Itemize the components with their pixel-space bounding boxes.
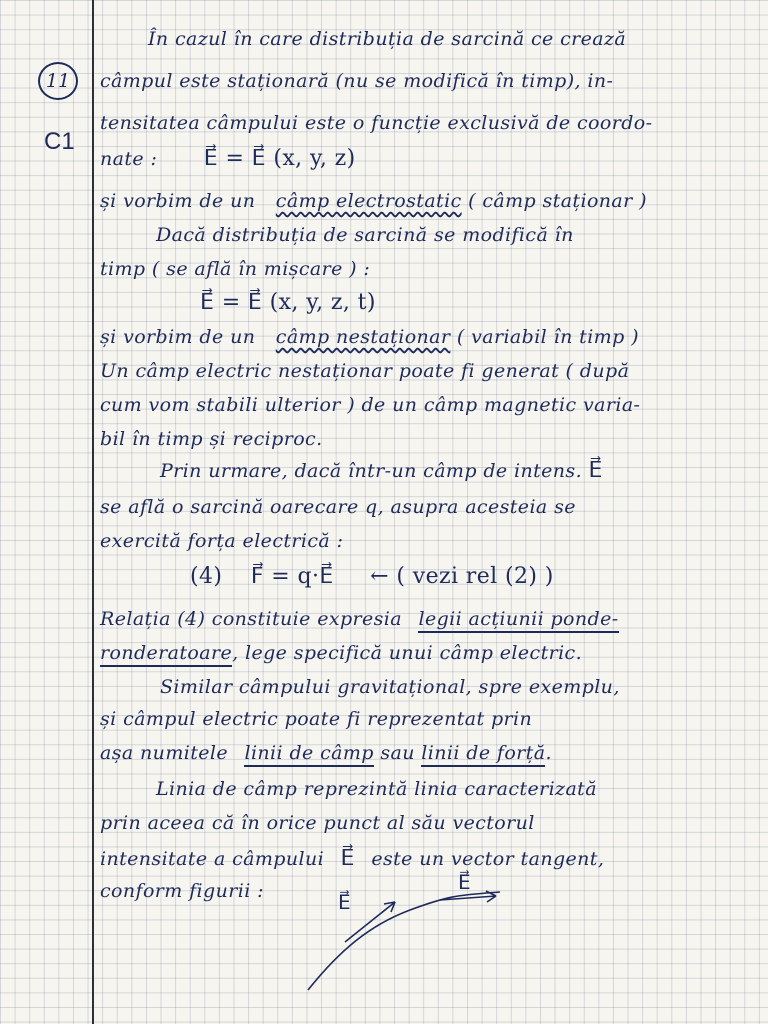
text-line: În cazul în care distribuția de sarcină ce crează [148, 28, 627, 50]
underlined-term: legii acțiunii ponde- [418, 608, 618, 633]
equation-nonstationary: E⃗ = E⃗ (x, y, z, t) [200, 290, 376, 315]
equation-stationary: E⃗ = E⃗ (x, y, z) [203, 146, 356, 171]
text-line: prin aceea că în orice punct al său vectorul [100, 812, 535, 834]
text-line: se află o sarcină oarecare q, asupra acesteia se [100, 496, 576, 518]
text-line: Linia de câmp reprezintă linia caracterizată [156, 778, 597, 800]
text-line: Similar câmpului gravitațional, spre exemplu, [160, 676, 620, 698]
text-line: exercită forța electrică : [100, 530, 344, 552]
text-line: și câmpul electric poate fi reprezentat prin [100, 708, 533, 730]
chapter-mark: C1 [44, 128, 75, 155]
text-fragment: și vorbim de un [100, 190, 256, 212]
text-fragment: și vorbim de un [100, 326, 256, 348]
text-fragment: nate : [100, 148, 158, 170]
text-fragment: , lege specifică unui câmp electric. [232, 642, 583, 664]
equation-number: (4) [190, 564, 223, 589]
text-fragment: sau [380, 742, 415, 764]
text-line: conform figurii : [100, 880, 264, 902]
text-fragment: Prin urmare, dacă într-un câmp de intens. [160, 460, 583, 482]
underlined-term: câmp electrostatic [275, 190, 462, 212]
underlined-term: linii de forță [421, 742, 545, 767]
text-line: bil în timp și reciproc. [100, 428, 323, 450]
figure-label-right: E⃗ [458, 870, 471, 894]
text-line: Un câmp electric nestaționar poate fi generat ( după [100, 360, 630, 382]
tangent-vector-left [345, 902, 395, 942]
equation-force: F⃗ = q·E⃗ [250, 564, 334, 589]
field-line-curve [308, 892, 500, 990]
text-fragment: este un vector tangent, [371, 848, 605, 870]
text-line: timp ( se află în mișcare ) : [100, 258, 371, 280]
note: ( câmp staționar ) [468, 190, 647, 212]
field-symbol: E⃗ [588, 458, 603, 483]
text-fragment: așa numitele [100, 742, 229, 764]
text-line: Dacă distribuția de sarcină se modifică în [156, 224, 574, 246]
lesson-number-circle: 11 [38, 62, 78, 100]
underlined-term: linii de câmp [244, 742, 373, 767]
underlined-term: câmp nestaționar [275, 326, 451, 348]
figure-label-left: E⃗ [338, 890, 351, 914]
note: ( variabil în timp ) [456, 326, 639, 348]
text-fragment: Relația (4) constituie expresia [100, 608, 403, 630]
underlined-term: ronderatoare [100, 642, 232, 667]
equation-reference: ← ( vezi rel (2) ) [370, 564, 554, 589]
text-fragment: intensitate a câmpului [100, 848, 325, 870]
text-line: câmpul este staționară (nu se modifică în timp), in- [100, 70, 614, 92]
text-fragment: . [545, 742, 552, 764]
text-line: cum vom stabili ulterior ) de un câmp magnetic varia- [100, 394, 641, 416]
field-symbol: E⃗ [340, 846, 355, 871]
text-line: tensitatea câmpului este o funcție exclusivă de coordo- [100, 112, 653, 134]
